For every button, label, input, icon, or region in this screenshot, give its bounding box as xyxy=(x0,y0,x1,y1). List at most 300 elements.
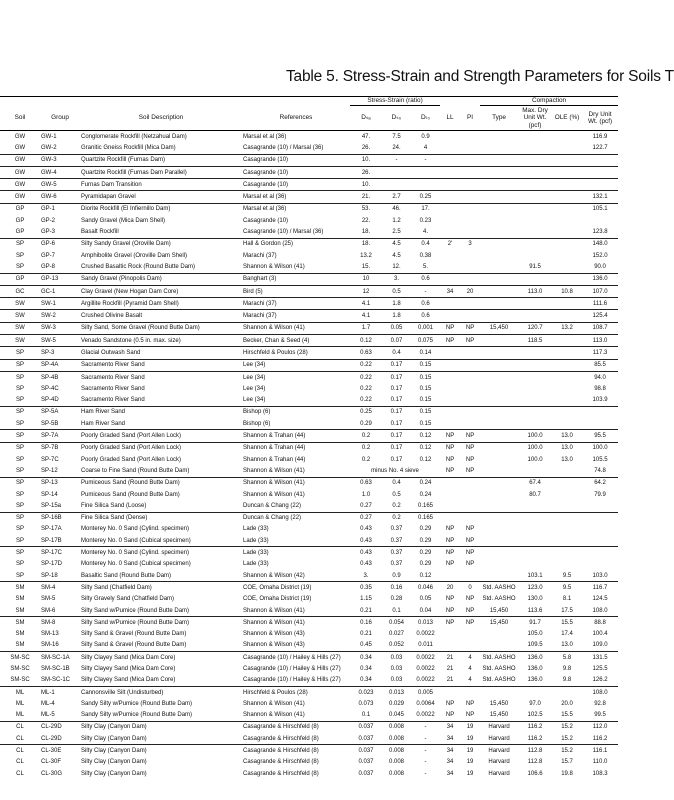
cell-pi xyxy=(460,179,480,191)
cell-soil: SP xyxy=(0,371,40,383)
cell-type xyxy=(480,430,518,442)
cell-soil: GC xyxy=(0,285,40,297)
cell-d60: 10 xyxy=(350,273,382,285)
cell-d10: 0.165 xyxy=(411,512,440,524)
cell-d30: 0.2 xyxy=(392,502,401,509)
cell-ole xyxy=(552,559,582,570)
cell-d10: 5. xyxy=(423,263,429,270)
cell-pi xyxy=(460,359,480,371)
cell-d10: 0.24 xyxy=(419,491,432,498)
cell-max-dry: 91.5 xyxy=(529,263,541,270)
cell-d30: 0.17 xyxy=(382,442,411,454)
cell-max-dry xyxy=(518,298,552,310)
cell-max-dry: 97.0 xyxy=(529,700,541,707)
cell-max-dry xyxy=(518,142,552,154)
cell-dry-unit-weight xyxy=(582,406,618,418)
cell-dry-unit-weight: 116.1 xyxy=(582,745,618,757)
cell-max-dry: 130.0 xyxy=(527,596,543,603)
cell-group: SM-SC-1C xyxy=(41,677,71,684)
cell-group: SP-14 xyxy=(41,491,58,498)
cell-dry-unit-weight: 100.0 xyxy=(582,442,618,454)
cell-ole xyxy=(552,500,582,512)
cell-description: Granitic Gneiss Rockfill (Mica Dam) xyxy=(81,144,176,151)
cell-type xyxy=(480,359,518,371)
cell-group: SP-7C xyxy=(41,456,59,463)
cell-soil: SP xyxy=(0,359,40,371)
cell-d10: 0.0064 xyxy=(416,700,435,707)
cell-group: SM-5 xyxy=(41,596,56,603)
cell-group: SW-3 xyxy=(40,322,80,334)
cell-group: GW-2 xyxy=(41,144,57,151)
cell-group: CL-30G xyxy=(41,770,63,777)
cell-group: CL-29D xyxy=(41,735,62,742)
cell-d30: 0.03 xyxy=(390,666,403,672)
cell-d60: 0.25 xyxy=(350,406,382,418)
cell-d30: 0.008 xyxy=(382,745,411,757)
cell-reference: Shannon & Wilson (43) xyxy=(243,642,305,649)
cell-ll xyxy=(440,203,460,215)
cell-d60: 0.43 xyxy=(360,561,372,568)
cell-group: SW-2 xyxy=(40,310,80,322)
table-row xyxy=(0,310,618,322)
header-compaction-group: Compaction xyxy=(480,97,618,106)
cell-dry-unit-weight: 108.0 xyxy=(582,686,618,698)
table-row xyxy=(0,698,618,709)
cell-group: GW-3 xyxy=(40,154,80,166)
cell-type: Harvard xyxy=(488,735,510,742)
cell-d30: - xyxy=(382,154,411,166)
cell-group: SP-15a xyxy=(41,502,62,509)
cell-d30: 0.4 xyxy=(382,477,411,489)
cell-group: SP-17C xyxy=(40,547,80,559)
cell-d30: 12. xyxy=(392,263,401,270)
cell-d60: 0.22 xyxy=(350,359,382,371)
cell-description: Poorly Graded Sand (Port Allen Lock) xyxy=(80,442,242,454)
cell-d30: 1.8 xyxy=(382,310,411,322)
table-row xyxy=(0,594,618,605)
cell-max-dry: 113.6 xyxy=(527,607,543,614)
cell-type xyxy=(480,179,518,191)
cell-d30: 0.17 xyxy=(390,397,403,404)
table-row xyxy=(0,191,618,203)
cell-reference: Casagrande (10) / Hailey & Hills (27) xyxy=(243,666,341,672)
cell-reference: Becker, Chan & Seed (4) xyxy=(242,335,350,347)
table-row xyxy=(0,745,618,757)
cell-d10: 17. xyxy=(411,203,440,215)
cell-d30: 3. xyxy=(382,273,411,285)
cell-ole xyxy=(552,547,582,559)
cell-d10: 0.046 xyxy=(411,582,440,594)
cell-type xyxy=(480,535,518,547)
cell-d30: 0.17 xyxy=(390,420,403,427)
cell-dry-unit-weight: 103.0 xyxy=(592,572,608,579)
cell-ll xyxy=(440,570,460,582)
cell-description: Silty Sand & Gravel (Round Butte Dam) xyxy=(81,631,187,638)
cell-ll: NP xyxy=(445,456,455,463)
cell-dry-unit-weight: 92.8 xyxy=(594,700,606,707)
cell-dry-unit-weight: 95.5 xyxy=(582,430,618,442)
cell-d30 xyxy=(382,166,411,178)
cell-reference: Banghart (3) xyxy=(242,273,350,285)
cell-d10: 0.04 xyxy=(419,607,432,614)
table-row xyxy=(0,142,618,154)
cell-type: Harvard xyxy=(488,770,510,777)
cell-description: Silty Sand w/Pumice (Round Butte Dam) xyxy=(80,617,242,629)
cell-d10: 0.15 xyxy=(419,385,432,392)
cell-type: 15,450 xyxy=(480,322,518,334)
cell-type: Harvard xyxy=(480,721,518,733)
cell-d60: 47. xyxy=(361,133,371,140)
cell-ole xyxy=(552,383,582,394)
cell-description: Fine Silica Sand (Dense) xyxy=(80,512,242,524)
cell-d30: 0.17 xyxy=(390,385,403,392)
cell-pi: NP xyxy=(460,442,480,454)
cell-d10: 0.011 xyxy=(418,642,433,649)
cell-ole xyxy=(552,418,582,430)
cell-description: Ham River Sand xyxy=(80,406,242,418)
table-header xyxy=(0,97,618,131)
cell-ll xyxy=(440,395,460,407)
cell-ole: 17.5 xyxy=(561,607,573,614)
cell-reference: Marsal et al (36) xyxy=(242,191,350,203)
cell-d10: - xyxy=(411,745,440,757)
cell-d60: 0.43 xyxy=(360,526,372,533)
cell-group: GP-8 xyxy=(41,263,56,270)
cell-soil: CL xyxy=(16,759,24,766)
cell-ole xyxy=(552,686,582,698)
table-row xyxy=(0,547,618,559)
cell-soil: SP xyxy=(15,385,24,392)
cell-d10: 0.25 xyxy=(411,191,440,203)
cell-ll: NP xyxy=(440,430,460,442)
cell-type xyxy=(480,191,518,203)
cell-reference: Shannon & Wilson (41) xyxy=(243,491,305,498)
cell-pi: NP xyxy=(465,607,475,614)
cell-d30: 1.2 xyxy=(392,217,401,224)
cell-reference: Shannon & Wilson (41) xyxy=(243,712,305,719)
cell-d60: 0.21 xyxy=(360,631,372,638)
cell-d10: 0.12 xyxy=(411,442,440,454)
table-row xyxy=(0,757,618,768)
cell-pi: NP xyxy=(460,322,480,334)
cell-type: Std. AASHO xyxy=(482,666,516,672)
cell-description: Coarse to Fine Sand (Round Butte Dam) xyxy=(81,467,190,474)
cell-description: Silty Clayey Sand (Mica Dam Core) xyxy=(81,677,176,684)
cell-pi: NP xyxy=(460,430,480,442)
cell-ole: 13.0 xyxy=(561,456,573,463)
cell-pi xyxy=(460,395,480,407)
cell-pi xyxy=(460,628,480,639)
cell-d30: 2.7 xyxy=(382,191,411,203)
cell-reference: Marsal et al (36) xyxy=(242,203,350,215)
cell-reference: Casagrande (10) / Hailey & Hills (27) xyxy=(242,652,350,664)
cell-max-dry xyxy=(518,347,552,359)
cell-description: Silty Clay (Canyon Dam) xyxy=(80,721,242,733)
cell-max-dry xyxy=(518,547,552,559)
cell-reference: Shannon & Trahan (44) xyxy=(242,430,350,442)
cell-dry-unit-weight xyxy=(582,547,618,559)
cell-type xyxy=(480,500,518,512)
cell-ll: NP xyxy=(445,467,455,474)
cell-description: Pyramidapan Gravel xyxy=(80,191,242,203)
cell-d60: 0.22 xyxy=(360,385,372,392)
cell-soil: SP xyxy=(15,502,24,509)
cell-ole: 8.1 xyxy=(562,596,572,603)
header-stress-strain-group: Stress-Strain (ratio) xyxy=(350,97,440,106)
cell-description: Silty Sand & Gravel (Round Butte Dam) xyxy=(81,642,187,649)
cell-group: SP-17B xyxy=(41,537,62,544)
cell-pi: 19 xyxy=(466,770,474,777)
cell-pi xyxy=(460,570,480,582)
cell-reference: Casagrande (10) xyxy=(242,179,350,191)
cell-dry-unit-weight: 112.0 xyxy=(582,721,618,733)
cell-soil: GW xyxy=(0,191,40,203)
cell-soil: GP xyxy=(0,273,40,285)
cell-type xyxy=(480,465,518,477)
cell-type xyxy=(480,454,518,465)
cell-reference: Hirschfeld & Poulos (28) xyxy=(242,686,350,698)
cell-d60: 0.037 xyxy=(358,735,374,742)
cell-description: Monterey No. 0 Sand (Cubical specimen) xyxy=(81,537,191,544)
table-row xyxy=(0,154,618,166)
table-row xyxy=(0,347,618,359)
cell-dry-unit-weight xyxy=(582,154,618,166)
cell-soil: SP xyxy=(0,406,40,418)
cell-ole: 9.8 xyxy=(562,677,572,684)
cell-d60: 0.16 xyxy=(350,617,382,629)
cell-soil: SP xyxy=(15,467,24,474)
header-pi: PI xyxy=(467,113,474,121)
cell-ll xyxy=(440,383,460,394)
cell-d60: 0.12 xyxy=(350,335,382,347)
table-row xyxy=(0,298,618,310)
cell-soil: GP xyxy=(15,229,25,236)
cell-ole xyxy=(552,142,582,154)
cell-d10: - xyxy=(411,154,440,166)
cell-group: ML-5 xyxy=(41,712,55,719)
cell-soil: SP xyxy=(15,397,24,404)
cell-type xyxy=(480,142,518,154)
cell-dry-unit-weight: 98.8 xyxy=(594,385,606,392)
cell-pi: 4 xyxy=(468,677,472,684)
cell-ole xyxy=(552,477,582,489)
cell-d10: 0.14 xyxy=(411,347,440,359)
cell-pi xyxy=(460,477,480,489)
cell-description: Sandy Silty w/Pumice (Round Butte Dam) xyxy=(81,700,193,707)
cell-ll: 20 xyxy=(440,582,460,594)
table-row xyxy=(0,454,618,465)
cell-group: SP-7A xyxy=(40,430,80,442)
cell-group: GP-13 xyxy=(40,273,80,285)
cell-ll xyxy=(440,191,460,203)
cell-d30: 0.029 xyxy=(388,700,404,707)
cell-soil: GW xyxy=(14,144,26,151)
cell-ll: 34 xyxy=(446,735,454,742)
cell-ole xyxy=(552,179,582,191)
cell-soil: SP xyxy=(0,442,40,454)
cell-d30: 0.37 xyxy=(390,526,403,533)
cell-max-dry: 116.2 xyxy=(518,721,552,733)
cell-max-dry: 106.6 xyxy=(527,770,543,777)
cell-description: Pumiceous Sand (Round Butte Dam) xyxy=(80,477,242,489)
cell-ll: 34 xyxy=(440,721,460,733)
cell-pi xyxy=(460,489,480,500)
cell-max-dry: 80.7 xyxy=(529,491,541,498)
cell-soil: SP xyxy=(0,512,40,524)
cell-pi xyxy=(460,131,480,143)
cell-pi xyxy=(460,310,480,322)
cell-pi xyxy=(460,261,480,273)
cell-ole xyxy=(552,465,582,477)
cell-ll: NP xyxy=(445,526,455,533)
cell-d10: 0.29 xyxy=(411,547,440,559)
cell-d10: - xyxy=(411,721,440,733)
cell-soil: GW xyxy=(0,179,40,191)
cell-ole: 15.5 xyxy=(552,617,582,629)
cell-d10: 0.013 xyxy=(411,617,440,629)
cell-dry-unit-weight: 116.7 xyxy=(582,582,618,594)
cell-description: Sacramento River Sand xyxy=(80,359,242,371)
cell-group: SM-6 xyxy=(41,607,56,614)
cell-reference: Marachi (37) xyxy=(242,310,350,322)
cell-d60: 3. xyxy=(363,572,369,579)
cell-reference: Lee (34) xyxy=(243,397,266,404)
table-title: Table 5. Stress-Strain and Strength Parameters for Soils T xyxy=(286,68,674,85)
cell-pi: NP xyxy=(465,700,475,707)
cell-pi: NP xyxy=(460,335,480,347)
cell-dry-unit-weight: 105.1 xyxy=(582,203,618,215)
cell-ll: NP xyxy=(440,547,460,559)
table-row xyxy=(0,500,618,512)
cell-group: GP-6 xyxy=(40,238,80,250)
cell-max-dry xyxy=(518,131,552,143)
cell-max-dry: 123.0 xyxy=(518,582,552,594)
cell-d10 xyxy=(411,179,440,191)
cell-ole xyxy=(552,154,582,166)
cell-dry-unit-weight: 117.3 xyxy=(582,347,618,359)
cell-description: Silty Clayey Sand (Mica Dam Core) xyxy=(80,652,242,664)
cell-type xyxy=(480,383,518,394)
cell-d60: 0.63 xyxy=(350,347,382,359)
cell-d30: 0.008 xyxy=(388,759,404,766)
table-row xyxy=(0,733,618,745)
cell-reference: Shannon & Wilson (41) xyxy=(243,263,305,270)
cell-reference: Hirschfeld & Poulos (28) xyxy=(242,347,350,359)
cell-dry-unit-weight: 125.5 xyxy=(592,666,608,672)
cell-dry-unit-weight xyxy=(582,166,618,178)
cell-ll xyxy=(440,250,460,261)
cell-d10: 0.6 xyxy=(411,310,440,322)
cell-type xyxy=(480,547,518,559)
cell-d60: 18. xyxy=(361,229,371,236)
cell-ll xyxy=(440,418,460,430)
cell-ll: 21 xyxy=(440,652,460,664)
cell-description: Fine Silica Sand (Loose) xyxy=(81,502,147,509)
cell-max-dry: 109.5 xyxy=(527,642,543,649)
cell-pi: 19 xyxy=(466,759,474,766)
cell-soil: SP xyxy=(15,263,24,270)
cell-reference: Shannon & Wilson (41) xyxy=(243,607,305,614)
cell-ll xyxy=(440,154,460,166)
cell-max-dry: 103.1 xyxy=(527,572,543,579)
cell-type: 15,450 xyxy=(489,712,509,719)
cell-dry-unit-weight: 109.0 xyxy=(592,642,608,649)
cell-max-dry xyxy=(518,559,552,570)
cell-ll xyxy=(440,686,460,698)
cell-ll: NP xyxy=(440,442,460,454)
cell-group: SM-SC-1A xyxy=(40,652,80,664)
cell-description: Sacramento River Sand xyxy=(80,371,242,383)
cell-dry-unit-weight: 125.4 xyxy=(582,310,618,322)
cell-soil: CL xyxy=(0,721,40,733)
cell-pi xyxy=(460,500,480,512)
cell-group: GW-5 xyxy=(40,179,80,191)
cell-type xyxy=(480,524,518,535)
cell-description: Amphibolite Gravel (Oroville Dam Shell) xyxy=(81,252,188,259)
cell-d10: 0.29 xyxy=(419,526,432,533)
cell-d60: 0.1 xyxy=(361,712,371,719)
cell-group: CL-30F xyxy=(41,759,62,766)
cell-pi: 20 xyxy=(460,285,480,297)
cell-max-dry xyxy=(518,512,552,524)
cell-pi: NP xyxy=(465,467,475,474)
cell-dry-unit-weight: 116.9 xyxy=(592,133,608,140)
cell-ll: NP xyxy=(445,596,455,603)
cell-description: Monterey No. 0 Sand (Cylind. specimen) xyxy=(81,526,190,533)
cell-reference: Casagrande (10) xyxy=(242,166,350,178)
cell-group: SM-8 xyxy=(40,617,80,629)
cell-group: ML-4 xyxy=(41,700,55,707)
cell-ll: NP xyxy=(445,561,455,568)
cell-d30: 0.37 xyxy=(390,561,403,568)
cell-reference: Shannon & Wilson (41) xyxy=(243,700,305,707)
cell-ole xyxy=(552,131,582,143)
cell-soil: SW xyxy=(0,298,40,310)
cell-d60: 0.073 xyxy=(358,700,374,707)
table-row xyxy=(0,250,618,261)
cell-pi: NP xyxy=(465,526,475,533)
cell-ll xyxy=(440,261,460,273)
cell-description: Silty Sand (Chatfield Dam) xyxy=(80,582,242,594)
cell-type xyxy=(480,628,518,639)
table-row xyxy=(0,322,618,334)
cell-ll xyxy=(440,131,460,143)
cell-d60: 0.2 xyxy=(361,456,371,463)
cell-d30: 0.008 xyxy=(388,770,404,777)
cell-type xyxy=(480,250,518,261)
cell-d30: 0.2 xyxy=(382,512,411,524)
cell-group: SP-18 xyxy=(41,572,58,579)
cell-reference: Hall & Gordon (25) xyxy=(242,238,350,250)
table-row xyxy=(0,430,618,442)
cell-soil: SP xyxy=(15,420,24,427)
cell-soil: SM xyxy=(15,642,25,649)
cell-d10: 0.0022 xyxy=(411,652,440,664)
cell-d10: 0.15 xyxy=(411,406,440,418)
cell-ll: NP xyxy=(440,617,460,629)
cell-reference: Casagrande & Hirschfeld (8) xyxy=(242,745,350,757)
cell-pi xyxy=(460,273,480,285)
cell-type: Std. AASHO xyxy=(482,677,516,684)
table-row xyxy=(0,570,618,582)
cell-description: Silty Clay (Canyon Dam) xyxy=(81,770,147,777)
cell-d60: 12 xyxy=(350,285,382,297)
cell-dry-unit-weight: 116.2 xyxy=(592,735,608,742)
cell-type xyxy=(480,395,518,407)
cell-type xyxy=(480,226,518,238)
cell-ole: 5.8 xyxy=(552,652,582,664)
cell-pi xyxy=(460,418,480,430)
